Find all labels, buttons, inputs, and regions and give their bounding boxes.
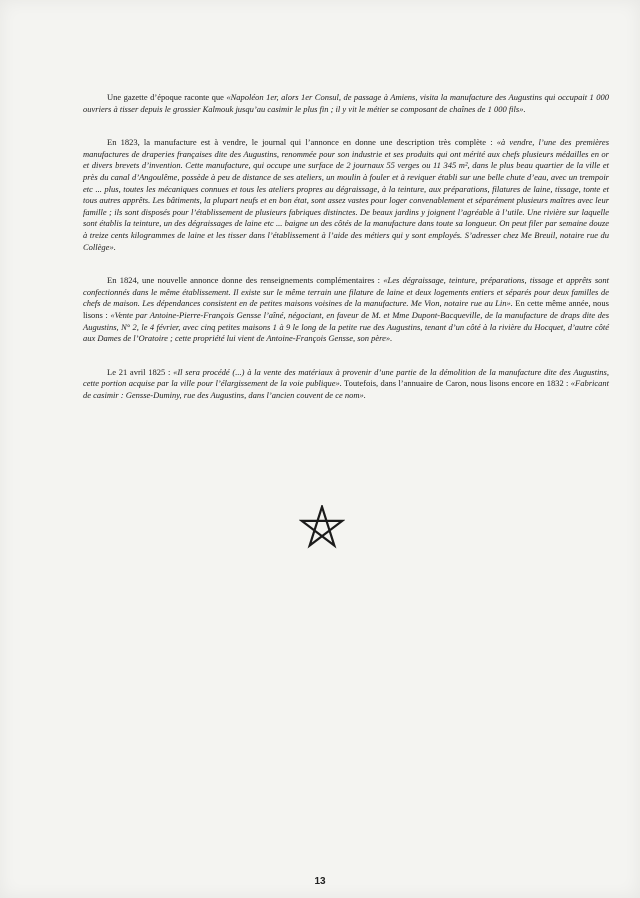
body-text: Une gazette d’époque raconte que xyxy=(107,92,227,102)
paragraph-1824-announcement xyxy=(83,275,609,345)
body-text: Le 21 avril 1825 : xyxy=(107,366,174,377)
quoted-text: «Fabricant de casimir : Gensse-Duminy, rue des Augustins, dans l’ancien couvent de ce nom». xyxy=(83,378,609,400)
body-text: En cette même année, nous lisons : xyxy=(83,298,609,320)
body-text: En 1824, une nouvelle annonce donne des renseignements complémentaires : xyxy=(107,275,384,286)
paragraph-gazette xyxy=(83,92,609,115)
paragraph-1823-sale xyxy=(83,137,609,253)
body-text: Toutefois, dans l’annuaire de Caron, nous lisons encore en 1832 : xyxy=(341,378,571,389)
quoted-text: «Il sera procédé (...) à la vente des matériaux à provenir d’une partie de la démolition de la manufacture dite des Augustins, cette portion acquise par la ville pour l’élargissement de la voie publique». xyxy=(83,366,609,389)
article-body xyxy=(83,92,609,423)
quoted-text: «à vendre, l’une des premières manufactures de draperies françaises dite des Augustins, renommée pour son industrie et ses produits qui ont mérité aux chefs plusieurs médailles en or et divers brevets d’invention. Cette manufacture, qui occupe une surface de 2 journaux 55 verges ou 11 345 m², dans le plus beau quartier de la ville et près du canal d’Angoulême, possède à peu de distance de ses ateliers, un moulin à fouler et à reviquer établi sur une belle chute d’eau, avec un trempoir etc ... plus, toutes les mécaniques connues et tous les ateliers propres au dégraissage, à la teinture, aux préparations, filatures de laine, tissage, tonte et tous autres apprêts. Les bâtiments, la plupart neufs et en bon état, sont assez vastes pour loger convenablement et séparément plusieurs maîtres avec leur famille ; ils sont disposés pour l’établissement de plusieurs fabriques distinctes. De beaux jardins y joignent l’agréable à l’utile. Une rivière sur laquelle sont établis la teinture, un des dégraissages de laine etc ... baigne un des côtés de la manufacture dans toute sa longueur. On peut filer par semaine douze à treize cents kilogrammes de laine et les tisser dans l’établissement à l’aide des métiers qui y sont employés. S’adresser chez Me Breuil, notaire rue du Collège». xyxy=(83,137,610,252)
page-number: 13 xyxy=(314,876,326,887)
quoted-text: «Les dégraissage, teinture, préparations, tissage et apprêts sont confectionnés dans le même établissement. Il existe sur le même terrain une filature de laine et deux logements entiers et séparés pour deux familles de chefs de maison. Les dépendances consistent en de petites maisons voisines de la manufacture. Me Vion, notaire rue au Lin». xyxy=(83,275,609,309)
quoted-text: «Napoléon 1er, alors 1er Consul, de passage à Amiens, visita la manufacture des Augustins qui occupait 1 000 ouvriers à tisser depuis le grossier Kalmouk jusqu’au casimir le plus fin ; il y vit le métier se composant de chaînes de 1 000 fils». xyxy=(83,92,609,114)
body-text: En 1823, la manufacture est à vendre, le journal qui l’annonce en donne une description très complète : xyxy=(107,137,497,148)
paragraph-1825-demolition xyxy=(83,367,609,402)
pentagram-star-icon xyxy=(299,505,345,549)
quoted-text: «Vente par Antoine-Pierre-François Gensse l’aîné, négociant, en faveur de M. et Mme Dupont-Bacqueville, de la manufacture de draps dite des Augustins, N° 2, le 4 février, avec cinq petites maisons 1 à 9 le long de la petite rue des Augustins, tenant d’un côté à la rivière du Hocquet, d’autre côté aux Dames de l’Oratoire ; cette propriété lui vient de Antoine-François Gensse, son père». xyxy=(83,309,610,344)
